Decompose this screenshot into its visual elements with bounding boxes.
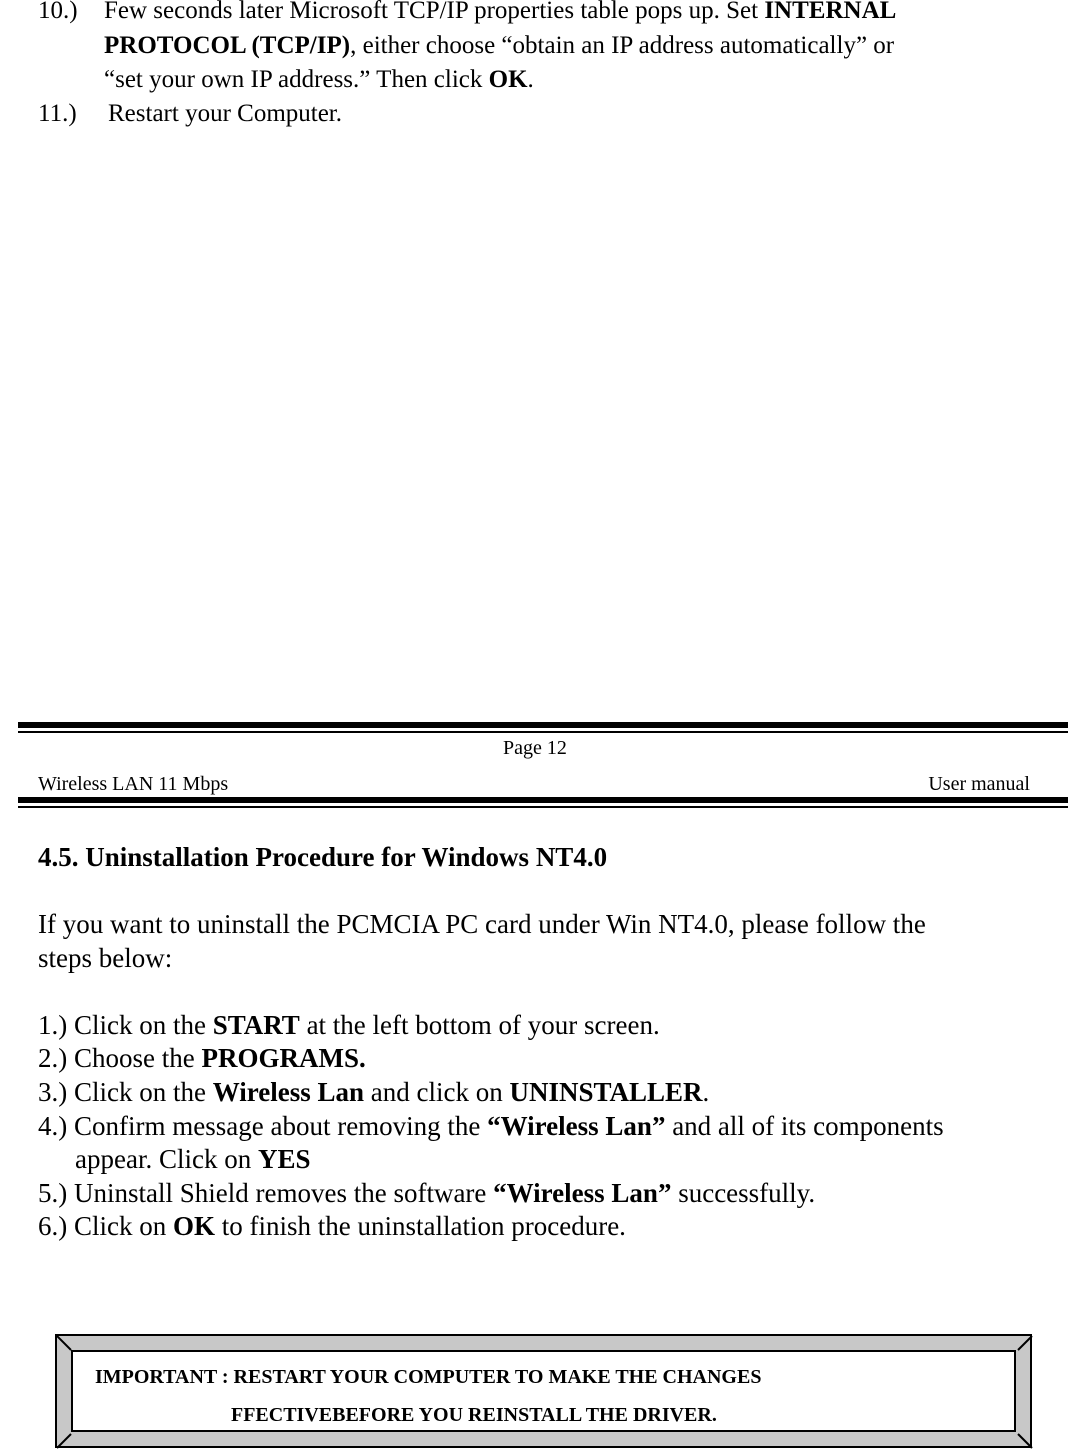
- list-item: 6.) Click on OK to finish the uninstallation procedure.: [38, 1211, 626, 1241]
- intro-line: steps below:: [38, 943, 173, 973]
- list-item-continuation: appear. Click on YES: [75, 1144, 311, 1174]
- list-item: 5.) Uninstall Shield removes the software “Wireless Lan” successfully.: [38, 1178, 816, 1208]
- footer-rule-top-thick: [18, 722, 1068, 728]
- header-rule-thin: [18, 806, 1068, 808]
- step-text-line: Few seconds later Microsoft TCP/IP properties table pops up. Set INTERNAL: [104, 0, 897, 24]
- important-line-2: FFECTIVEBEFORE YOU REINSTALL THE DRIVER.: [231, 1404, 717, 1426]
- list-item: 3.) Click on the Wireless Lan and click on UNINSTALLER.: [38, 1077, 710, 1107]
- footer-doc-title: Wireless LAN 11 Mbps: [38, 773, 229, 795]
- intro-line: If you want to uninstall the PCMCIA PC card under Win NT4.0, please follow the: [38, 909, 926, 939]
- important-notice-inner: [71, 1350, 1016, 1432]
- list-item: 4.) Confirm message about removing the “Wireless Lan” and all of its components: [38, 1111, 944, 1141]
- list-item: 2.) Choose the PROGRAMS.: [38, 1043, 366, 1073]
- step-number: 11.): [38, 100, 77, 127]
- step-text-line: Restart your Computer.: [108, 100, 342, 127]
- page-number: Page 12: [503, 737, 567, 759]
- section-heading: 4.5. Uninstallation Procedure for Windows NT4.0: [38, 842, 608, 872]
- header-rule-thick: [18, 797, 1068, 803]
- step-number: 10.): [38, 0, 78, 24]
- step-text-line: “set your own IP address.” Then click OK.: [104, 66, 534, 93]
- footer-doc-type: User manual: [928, 773, 1030, 795]
- important-line-1: IMPORTANT : RESTART YOUR COMPUTER TO MAKE THE CHANGES: [95, 1366, 762, 1388]
- step-text-line: PROTOCOL (TCP/IP), either choose “obtain an IP address automatically” or: [104, 32, 895, 59]
- footer-rule-top-thin: [18, 731, 1068, 733]
- important-notice-box: [55, 1334, 1032, 1448]
- list-item: 1.) Click on the START at the left bottom of your screen.: [38, 1010, 660, 1040]
